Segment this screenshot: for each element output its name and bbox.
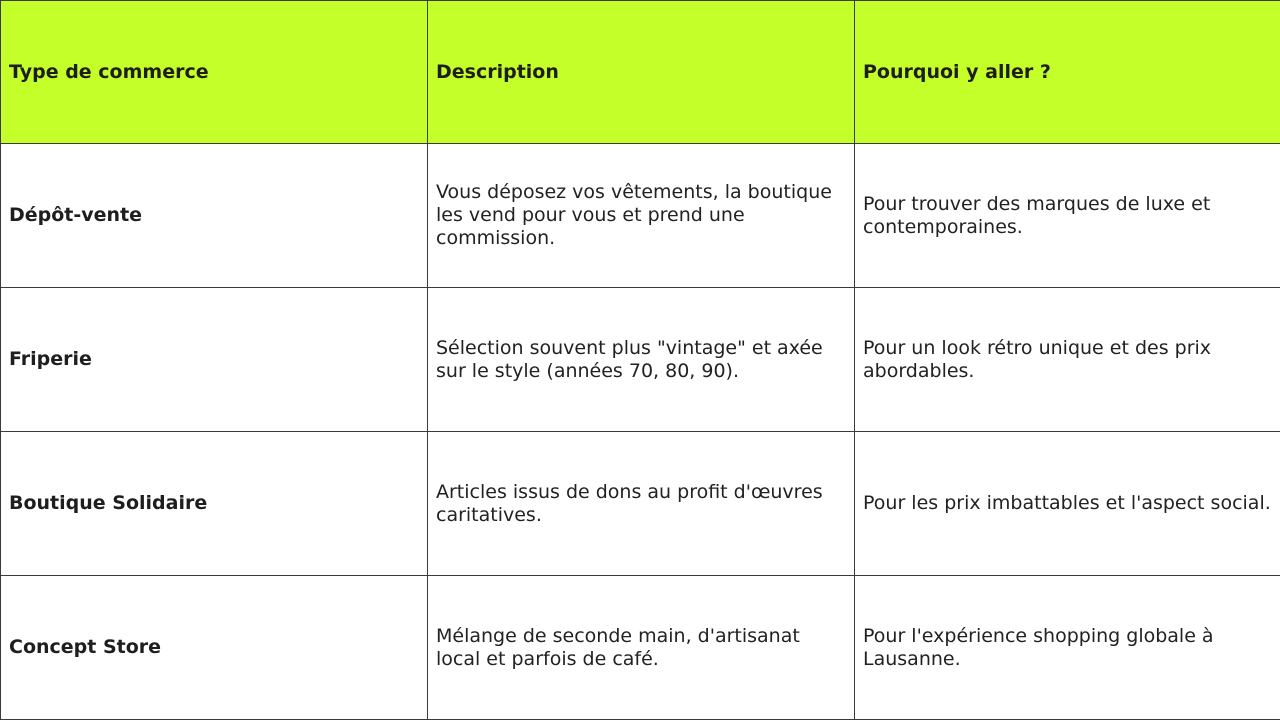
cell-type: Friperie: [1, 288, 428, 432]
cell-type: Concept Store: [1, 576, 428, 720]
table-header: [1, 1, 1280, 144]
cell-description: Sélection souvent plus "vintage" et axée sur le style (années 70, 80, 90).: [428, 288, 855, 432]
header-type: Type de commerce: [1, 1, 428, 144]
table-row: [1, 432, 1280, 576]
table-row: [1, 576, 1280, 720]
cell-why: Pour un look rétro unique et des prix abordables.: [855, 288, 1280, 432]
cell-description: Articles issus de dons au profit d'œuvres caritatives.: [428, 432, 855, 576]
cell-why: Pour l'expérience shopping globale à Lausanne.: [855, 576, 1280, 720]
table-row: [1, 288, 1280, 432]
cell-why: Pour trouver des marques de luxe et contemporaines.: [855, 144, 1280, 288]
cell-description: Vous déposez vos vêtements, la boutique les vend pour vous et prend une commission.: [428, 144, 855, 288]
table-body: [1, 144, 1280, 720]
header-row: [1, 1, 1280, 144]
cell-why: Pour les prix imbattables et l'aspect social.: [855, 432, 1280, 576]
cell-type: Dépôt-vente: [1, 144, 428, 288]
table-row: [1, 144, 1280, 288]
cell-type: Boutique Solidaire: [1, 432, 428, 576]
cell-description: Mélange de seconde main, d'artisanat local et parfois de café.: [428, 576, 855, 720]
header-why: Pourquoi y aller ?: [855, 1, 1280, 144]
header-description: Description: [428, 1, 855, 144]
